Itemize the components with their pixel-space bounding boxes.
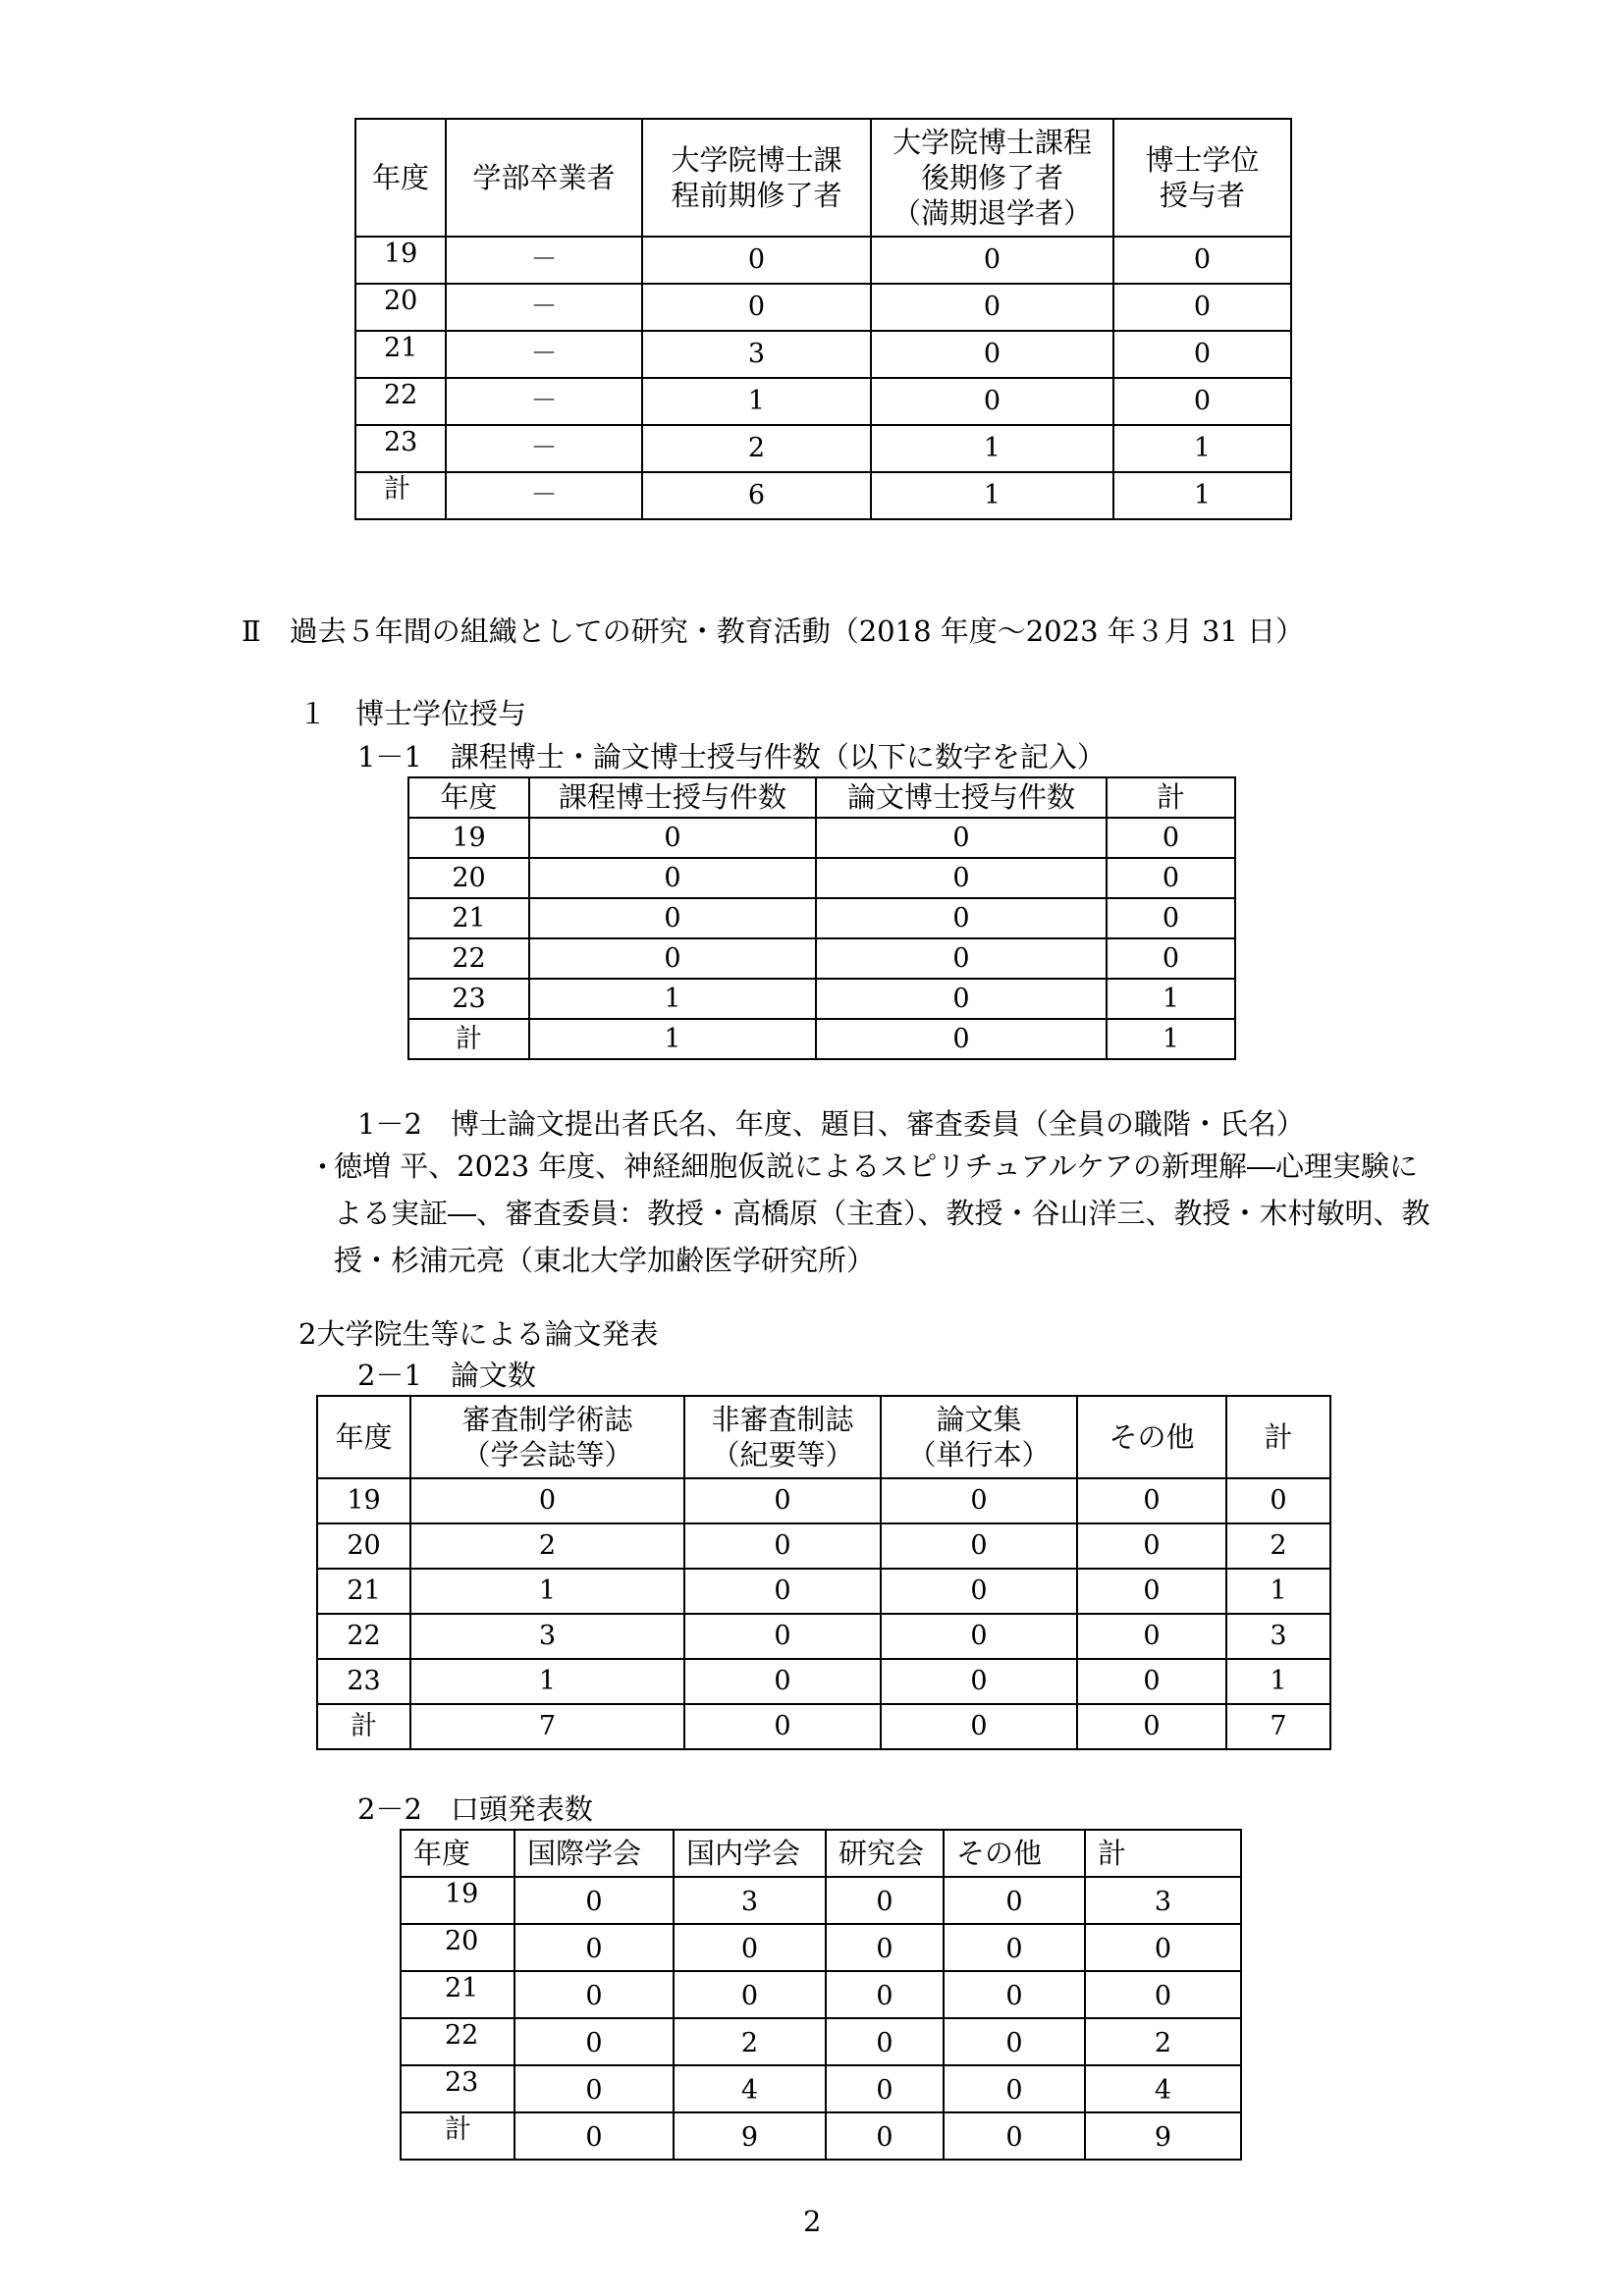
year-cell: 20 (355, 284, 446, 331)
value-cell: 0 (826, 2018, 944, 2065)
table-row (317, 1478, 1330, 1523)
value-cell: 0 (684, 1659, 881, 1704)
value-cell: 3 (642, 331, 871, 378)
value-cell: 0 (881, 1704, 1077, 1749)
year-cell: 計 (317, 1704, 410, 1749)
value-cell: 0 (514, 2112, 674, 2160)
year-cell: 21 (401, 1971, 514, 2018)
year-cell: 19 (401, 1877, 514, 1924)
value-cell: 0 (529, 938, 816, 979)
value-cell: 1 (410, 1569, 684, 1614)
header-cell: 国内学会 (674, 1830, 826, 1877)
header-cell: 論文博士授与件数 (816, 777, 1107, 818)
section-title: Ⅱ 過去５年間の組織としての研究・教育活動（2018 年度～2023 年３月 31 日） (242, 614, 1305, 648)
table-row (408, 938, 1235, 979)
year-cell: 計 (355, 472, 446, 519)
year-cell: 21 (355, 331, 446, 378)
header-cell-line: 大学院博士課 (671, 142, 842, 177)
year-cell: 19 (317, 1478, 410, 1523)
year-cell: 20 (317, 1523, 410, 1569)
year-cell: 20 (401, 1924, 514, 1971)
value-cell: 1 (410, 1659, 684, 1704)
value-cell: 0 (871, 284, 1113, 331)
value-cell: 0 (881, 1614, 1077, 1659)
value-cell: 0 (1113, 284, 1291, 331)
value-cell: 0 (1085, 1971, 1241, 2018)
year-cell: 22 (401, 2018, 514, 2065)
value-cell: 3 (1085, 1877, 1241, 1924)
oral-presentations-table (400, 1829, 1242, 2161)
value-cell: 2 (642, 425, 871, 472)
value-cell: 0 (514, 2065, 674, 2112)
table-row (355, 331, 1291, 378)
table-row (401, 2018, 1241, 2065)
value-cell: 0 (816, 1019, 1107, 1059)
table-row (408, 858, 1235, 898)
value-cell: － (446, 425, 642, 472)
value-cell: 0 (1077, 1659, 1226, 1704)
table-header-row (408, 777, 1235, 818)
value-cell: 0 (684, 1704, 881, 1749)
value-cell: 7 (1226, 1704, 1330, 1749)
value-cell: 0 (826, 1924, 944, 1971)
table-row (401, 1924, 1241, 1971)
value-cell: － (446, 472, 642, 519)
table-row (408, 818, 1235, 858)
table-header-row (355, 119, 1291, 237)
value-cell: 1 (871, 472, 1113, 519)
year-cell: 22 (408, 938, 529, 979)
thesis-line-3: 授・杉浦元亮（東北大学加齢医学研究所） (334, 1244, 876, 1277)
value-cell: 0 (1113, 237, 1291, 284)
value-cell: 0 (1107, 858, 1235, 898)
degree-count-table (407, 776, 1236, 1060)
thesis-line-2: よる実証―、審査委員：教授・高橋原（主査）、教授・谷山洋三、教授・木村敏明、教 (334, 1197, 1431, 1230)
value-cell: 0 (684, 1478, 881, 1523)
value-cell: 0 (881, 1659, 1077, 1704)
header-cell-line: 非審査制誌 (711, 1402, 854, 1436)
value-cell: 3 (410, 1614, 684, 1659)
header-cell (1226, 1396, 1330, 1478)
value-cell: 0 (826, 2065, 944, 2112)
year-cell: 計 (401, 2112, 514, 2160)
value-cell: 0 (1226, 1478, 1330, 1523)
value-cell: － (446, 284, 642, 331)
header-cell: 研究会 (826, 1830, 944, 1877)
table-row (355, 237, 1291, 284)
header-cell: 課程博士授与件数 (529, 777, 816, 818)
year-cell: 19 (408, 818, 529, 858)
value-cell: 0 (881, 1569, 1077, 1614)
header-cell: 計 (1107, 777, 1235, 818)
header-cell (1113, 119, 1291, 237)
value-cell: － (446, 237, 642, 284)
year-cell: 19 (355, 237, 446, 284)
value-cell: 9 (1085, 2112, 1241, 2160)
header-cell (871, 119, 1113, 237)
value-cell: 1 (1107, 1019, 1235, 1059)
value-cell: 0 (642, 284, 871, 331)
value-cell: 0 (684, 1523, 881, 1569)
value-cell: 2 (674, 2018, 826, 2065)
value-cell: 0 (1077, 1614, 1226, 1659)
value-cell: 9 (674, 2112, 826, 2160)
header-cell: 国際学会 (514, 1830, 674, 1877)
header-cell-line: その他 (1109, 1419, 1195, 1454)
value-cell: 0 (1077, 1569, 1226, 1614)
header-cell-line: 授与者 (1159, 179, 1245, 212)
header-cell-line: 論文集 (936, 1402, 1022, 1436)
value-cell: 0 (826, 1877, 944, 1924)
value-cell: 0 (816, 979, 1107, 1019)
year-cell: 21 (317, 1569, 410, 1614)
year-cell: 21 (408, 898, 529, 938)
value-cell: 0 (881, 1523, 1077, 1569)
header-cell-line: 程前期修了者 (671, 179, 842, 212)
table-row (401, 1877, 1241, 1924)
value-cell: 0 (944, 1971, 1085, 2018)
value-cell: 1 (529, 1019, 816, 1059)
header-cell (1077, 1396, 1226, 1478)
header-cell (881, 1396, 1077, 1478)
value-cell: 0 (674, 1924, 826, 1971)
value-cell: 0 (826, 2112, 944, 2160)
year-cell: 計 (408, 1019, 529, 1059)
header-cell (446, 119, 642, 237)
bullet-mark: ・ (308, 1150, 338, 1184)
value-cell: 0 (816, 818, 1107, 858)
header-cell (410, 1396, 684, 1478)
value-cell: 1 (1226, 1659, 1330, 1704)
value-cell: 0 (944, 2065, 1085, 2112)
subsection-title-2-1: 2－1 論文数 (357, 1359, 536, 1392)
subsection-title-1-1: 1－1 課程博士・論文博士授与件数（以下に数字を記入） (357, 740, 1106, 774)
value-cell: 2 (1226, 1523, 1330, 1569)
table-row (317, 1569, 1330, 1614)
table-row (401, 2065, 1241, 2112)
value-cell: 0 (529, 858, 816, 898)
value-cell: 0 (944, 2112, 1085, 2160)
table-row (355, 425, 1291, 472)
year-cell: 23 (401, 2065, 514, 2112)
year-cell: 23 (317, 1659, 410, 1704)
table-header-row (317, 1396, 1330, 1478)
header-cell-line: 後期修了者 (920, 160, 1063, 194)
value-cell: 0 (1077, 1478, 1226, 1523)
table-row (408, 979, 1235, 1019)
value-cell: 1 (1107, 979, 1235, 1019)
table-row (317, 1704, 1330, 1749)
value-cell: － (446, 378, 642, 425)
table-row (317, 1614, 1330, 1659)
value-cell: 0 (1107, 818, 1235, 858)
value-cell: 0 (1085, 1924, 1241, 1971)
value-cell: 0 (944, 1877, 1085, 1924)
value-cell: 0 (1077, 1523, 1226, 1569)
value-cell: 0 (514, 1924, 674, 1971)
value-cell: 1 (1113, 472, 1291, 519)
value-cell: 1 (871, 425, 1113, 472)
header-cell-line: （単行本） (907, 1438, 1051, 1471)
value-cell: 0 (816, 898, 1107, 938)
table-header-row (401, 1830, 1241, 1877)
page-number: 2 (803, 2205, 822, 2238)
subsection-title-papers: 2大学院生等による論文発表 (298, 1317, 659, 1351)
value-cell: 0 (1077, 1704, 1226, 1749)
table-row (355, 472, 1291, 519)
header-cell-line: 博士学位 (1145, 142, 1260, 177)
value-cell: － (446, 331, 642, 378)
value-cell: 0 (1113, 331, 1291, 378)
table-row (401, 1971, 1241, 2018)
value-cell: 7 (410, 1704, 684, 1749)
papers-table (316, 1395, 1331, 1750)
value-cell: 4 (674, 2065, 826, 2112)
value-cell: 0 (514, 1877, 674, 1924)
value-cell: 2 (1085, 2018, 1241, 2065)
value-cell: 0 (674, 1971, 826, 2018)
table-row (355, 378, 1291, 425)
value-cell: 0 (684, 1614, 881, 1659)
table-row (317, 1523, 1330, 1569)
value-cell: 4 (1085, 2065, 1241, 2112)
value-cell: 0 (1113, 378, 1291, 425)
value-cell: 0 (871, 331, 1113, 378)
value-cell: 1 (1113, 425, 1291, 472)
header-cell-line: 大学院博士課程 (892, 125, 1092, 159)
value-cell: 6 (642, 472, 871, 519)
header-cell-line: 審査制学術誌 (461, 1402, 633, 1436)
value-cell: 0 (410, 1478, 684, 1523)
header-cell (317, 1396, 410, 1478)
subsection-title-degree: １ 博士学位授与 (298, 697, 527, 730)
header-cell (355, 119, 446, 237)
header-cell (642, 119, 871, 237)
value-cell: 0 (642, 237, 871, 284)
value-cell: 0 (1107, 938, 1235, 979)
year-cell: 22 (355, 378, 446, 425)
value-cell: 0 (514, 1971, 674, 2018)
table-row (317, 1659, 1330, 1704)
header-cell-line: 学部卒業者 (472, 160, 616, 194)
value-cell: 0 (816, 938, 1107, 979)
year-cell: 22 (317, 1614, 410, 1659)
value-cell: 0 (529, 898, 816, 938)
value-cell: 0 (944, 1924, 1085, 1971)
table-row (408, 898, 1235, 938)
year-cell: 23 (408, 979, 529, 1019)
table-row (408, 1019, 1235, 1059)
year-cell: 20 (408, 858, 529, 898)
subsection-title-2-2: 2－2 口頭発表数 (357, 1792, 593, 1826)
value-cell: 0 (816, 858, 1107, 898)
value-cell: 1 (642, 378, 871, 425)
header-cell-line: 年度 (335, 1419, 393, 1454)
value-cell: 1 (529, 979, 816, 1019)
header-cell-line: 計 (1264, 1419, 1293, 1454)
thesis-entry (334, 1143, 1431, 1284)
header-cell: その他 (944, 1830, 1085, 1877)
header-cell: 年度 (401, 1830, 514, 1877)
header-cell-line: （紀要等） (711, 1438, 854, 1471)
value-cell: 0 (944, 2018, 1085, 2065)
header-cell (684, 1396, 881, 1478)
value-cell: 0 (1107, 898, 1235, 938)
thesis-line-1: 徳増 平、2023 年度、神経細胞仮説によるスピリチュアルケアの新理解―心理実験に (334, 1149, 1419, 1183)
value-cell: 3 (674, 1877, 826, 1924)
value-cell: 0 (881, 1478, 1077, 1523)
header-cell-line: （満期退学者） (892, 196, 1092, 231)
header-cell-line: （学会誌等） (461, 1438, 633, 1471)
value-cell: 0 (871, 378, 1113, 425)
value-cell: 0 (514, 2018, 674, 2065)
value-cell: 0 (826, 1971, 944, 2018)
value-cell: 0 (871, 237, 1113, 284)
value-cell: 3 (1226, 1614, 1330, 1659)
value-cell: 0 (684, 1569, 881, 1614)
value-cell: 1 (1226, 1569, 1330, 1614)
subsection-title-1-2: 1－2 博士論文提出者氏名、年度、題目、審査委員（全員の職階・氏名） (357, 1107, 1305, 1141)
graduates-table (354, 118, 1292, 520)
header-cell-line: 年度 (371, 160, 429, 194)
value-cell: 0 (529, 818, 816, 858)
header-cell: 計 (1085, 1830, 1241, 1877)
table-row (355, 284, 1291, 331)
year-cell: 23 (355, 425, 446, 472)
table-row (401, 2112, 1241, 2160)
header-cell: 年度 (408, 777, 529, 818)
value-cell: 2 (410, 1523, 684, 1569)
